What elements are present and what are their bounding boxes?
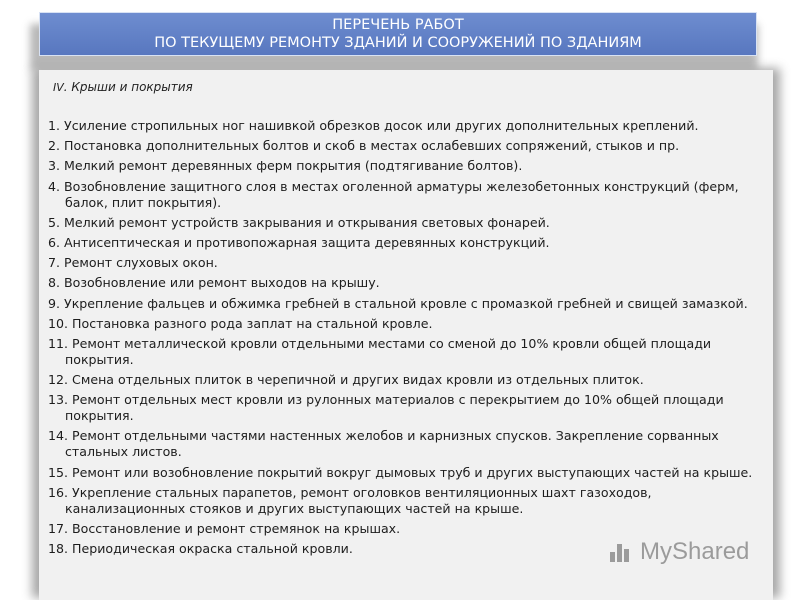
list-item: 18. Периодическая окраска стальной кровли. [48, 541, 353, 557]
list-item: 11. Ремонт металлической кровли отдельными местами со сменой до 10% кровли общей площади покрытия. [48, 335, 712, 367]
slide-title [39, 12, 757, 56]
list-item: 15. Ремонт или возобновление покрытий вокруг дымовых труб и других выступающих частей на крыше. [48, 464, 753, 480]
content-panel [39, 70, 773, 600]
list-item: 1. Усиление стропильных ног нашивкой обрезков досок или других дополнительных креплений. [48, 118, 699, 133]
list-item: 12. Смена отдельных плиток в черепичной и других видах кровли из отдельных плиток. [48, 372, 644, 388]
list-item: 13. Ремонт отдельных мест кровли из рулонных материалов с перекрытием до 10% общей площади покрытия. [48, 392, 724, 424]
list-item: 16. Укрепление стальных парапетов, ремонт оголовков вентиляционных шахт газоходов, канализационных стояков и других выступающих частей на крыше. [48, 484, 652, 516]
list-item: 7. Ремонт слуховых окон. [48, 255, 218, 271]
list-item: 17. Восстановление и ремонт стремянок на крышах. [48, 521, 401, 536]
works-list [48, 118, 760, 561]
slide-title-line1: ПЕРЕЧЕНЬ РАБОТ [332, 17, 464, 33]
list-item: 3. Мелкий ремонт деревянных ферм покрытия (подтягивание болтов). [48, 158, 523, 174]
list-item: 10. Постановка разного рода заплат на стальной кровле. [48, 315, 433, 331]
list-item: 5. Мелкий ремонт устройств закрывания и открывания световых фонарей. [48, 214, 550, 230]
watermark-text: MyShared [640, 538, 750, 565]
section-numeral: IV [53, 81, 64, 94]
list-item: 2. Постановка дополнительных болтов и скоб в местах ослабевших сопряжений, стыков и пр. [48, 138, 680, 154]
slide-title-line2: ПО ТЕКУЩЕМУ РЕМОНТУ ЗДАНИЙ И СООРУЖЕНИЙ ПО ЗДАНИЯМ [154, 35, 642, 51]
list-item: 4. Возобновление защитного слоя в местах оголенной арматуры железобетонных конструкций (ферм, балок, плит покрытия). [48, 178, 739, 210]
section-title: . Крыши и покрытия [63, 80, 193, 94]
watermark-logo [610, 538, 749, 566]
list-item: 9. Укрепление фальцев и обжимка гребней в стальной кровле с промазкой гребней и свищей замазкой. [48, 295, 748, 311]
list-item: 8. Возобновление или ремонт выходов на крышу. [48, 275, 380, 291]
list-item: 6. Антисептическая и противопожарная защита деревянных конструкций. [48, 234, 550, 250]
list-item: 14. Ремонт отдельными частями настенных желобов и карнизных спусков. Закрепление сорванных стальных листов. [48, 428, 719, 460]
section-heading [53, 80, 193, 94]
bar-chart-icon [610, 540, 634, 564]
